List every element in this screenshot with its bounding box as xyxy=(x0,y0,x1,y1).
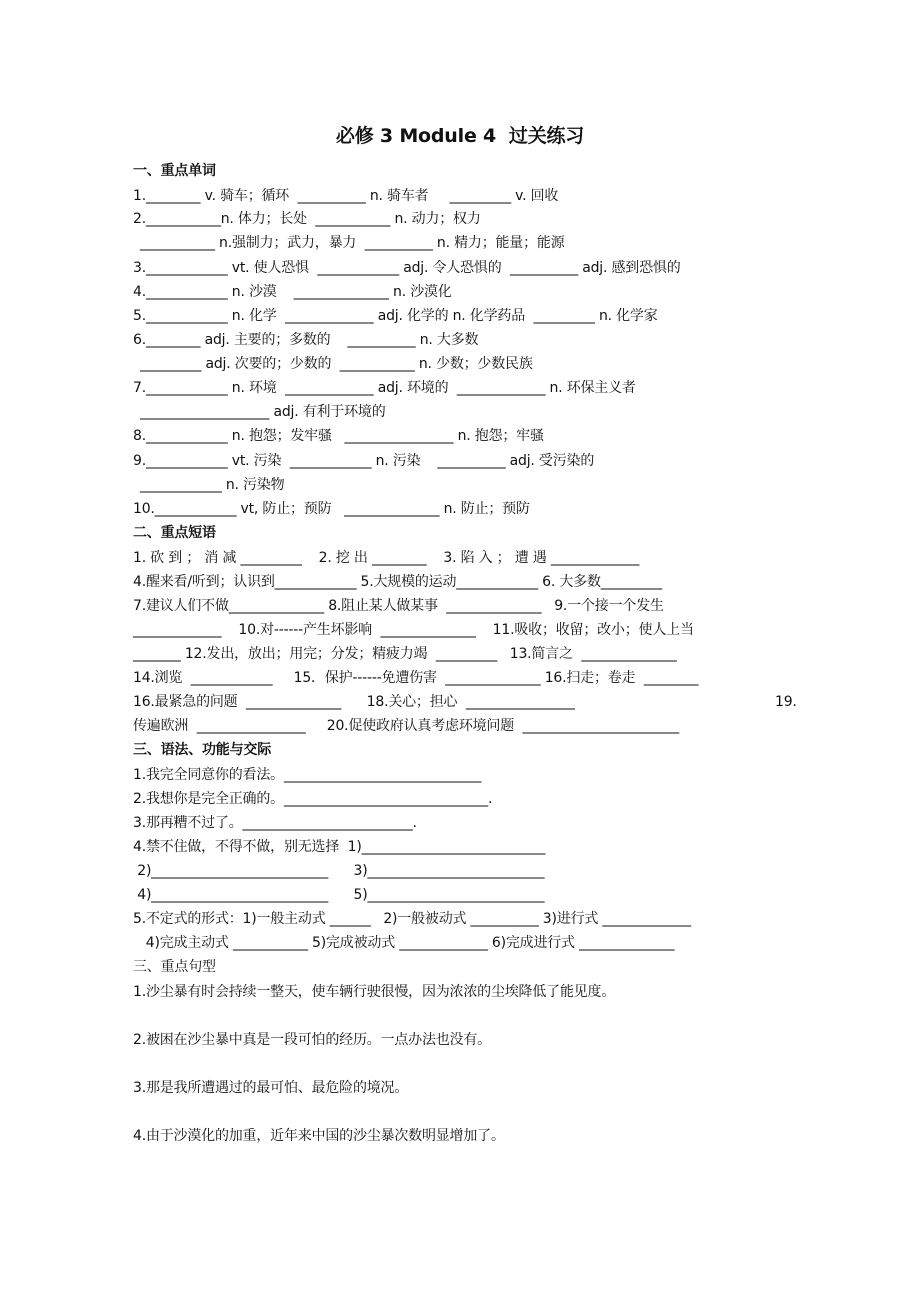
exercise-line: 5.不定式的形式：1)一般主动式 ______ 2)一般被动式 __________ 3)进行式 _____________ xyxy=(133,911,691,927)
exercise-line: 4)完成主动式 ___________ 5)完成被动式 _____________ 6)完成进行式 ______________ xyxy=(133,935,675,951)
exercise-line: 7.____________ n. 环境 _____________ adj. 环境的 _____________ n. 环保主义者 xyxy=(133,380,636,396)
exercise-line: _________ adj. 次要的；少数的 ___________ n. 少数；少数民族 xyxy=(140,356,533,372)
exercise-line: 16.最紧急的问题 ______________ 18.关心；担心 ________________ xyxy=(133,694,575,710)
exercise-line: 10.____________ vt, 防止；预防 ______________ n. 防止；预防 xyxy=(133,501,530,517)
exercise-line: 8.____________ n. 抱怨；发牢骚 ________________ n. 抱怨；牢骚 xyxy=(133,428,544,444)
exercise-line: 5.____________ n. 化学 _____________ adj. 化学的 n. 化学药品 _________ n. 化学家 xyxy=(133,308,658,324)
exercise-line: 14.浏览 ____________ 15．保护------免遭伤害 ______________ 16.扫走；卷走 ________ xyxy=(133,670,699,686)
section-heading: 二、重点短语 xyxy=(133,525,216,541)
exercise-line: 9.____________ vt. 污染 ____________ n. 污染 __________ adj. 受污染的 xyxy=(133,453,595,469)
exercise-line: 7.建议人们不做______________ 8.阻止某人做某事 ______________ 9.一个接一个发生 xyxy=(133,598,664,614)
exercise-line: 3.那再糟不过了。_________________________. xyxy=(133,815,417,831)
page-title: 必修 3 Module 4 过关练习 xyxy=(335,125,585,147)
exercise-line: 4.由于沙漠化的加重，近年来中国的沙尘暴次数明显增加了。 xyxy=(133,1128,505,1144)
exercise-line: 1.我完全同意你的看法。_____________________________ xyxy=(133,767,482,783)
exercise-line: 3.那是我所遭遇过的最可怕、最危险的境况。 xyxy=(133,1080,409,1096)
exercise-line: ____________ n. 污染物 xyxy=(140,477,285,493)
section-heading: 一、重点单词 xyxy=(133,163,216,179)
exercise-line: _____________ 10.对------产生坏影响 ______________ 11.吸收；收留；改小；使人上当 xyxy=(133,622,694,638)
exercise-line: 1.沙尘暴有时会持续一整天，使车辆行驶很慢，因为浓浓的尘埃降低了能见度。 xyxy=(133,984,616,1000)
section-heading: 三、语法、功能与交际 xyxy=(133,742,271,758)
exercise-line: 4.禁不住做，不得不做，别无选择 1)___________________________ xyxy=(133,839,546,855)
section-heading: 三、重点句型 xyxy=(133,959,216,975)
exercise-line: 4.醒来看/听到；认识到____________ 5.大规模的运动____________ 6. 大多数_________ xyxy=(133,574,662,590)
exercise-line: _______ 12.发出，放出；用完；分发；精疲力竭 _________ 13.简言之 ______________ xyxy=(133,646,677,662)
exercise-line: 1.________ v. 骑车；循环 __________ n. 骑车者 _________ v. 回收 xyxy=(133,188,559,204)
item-number: 19. xyxy=(775,694,797,710)
exercise-line: 4.____________ n. 沙漠 ______________ n. 沙漠化 xyxy=(133,284,452,300)
exercise-line: 2)__________________________ 3)__________________________ xyxy=(133,863,545,879)
exercise-line: 3.____________ vt. 使人恐惧 ____________ adj. 令人恐惧的 __________ adj. 感到恐惧的 xyxy=(133,260,681,276)
exercise-line: ___________________ adj. 有利于环境的 xyxy=(140,404,386,420)
exercise-line: 2.___________n. 体力；长处 ___________ n. 动力；权力 xyxy=(133,211,481,227)
exercise-line: ___________ n.强制力；武力，暴力 __________ n. 精力；能量；能源 xyxy=(140,235,565,251)
exercise-line: 2.被困在沙尘暴中真是一段可怕的经历。一点办法也没有。 xyxy=(133,1032,491,1048)
exercise-line: 1. 砍 到 ； 消 减 _________ 2. 挖 出 ________ 3. 陷 入 ； 遭 遇 _____________ xyxy=(133,550,640,566)
exercise-line: 4)__________________________ 5)__________________________ xyxy=(133,887,545,903)
exercise-line: 2.我想你是完全正确的。______________________________. xyxy=(133,791,493,807)
exercise-line: 传遍欧洲 ________________ 20.促使政府认真考虑环境问题 _______________________ xyxy=(133,718,679,734)
exercise-line: 6.________ adj. 主要的；多数的 __________ n. 大多数 xyxy=(133,332,479,348)
